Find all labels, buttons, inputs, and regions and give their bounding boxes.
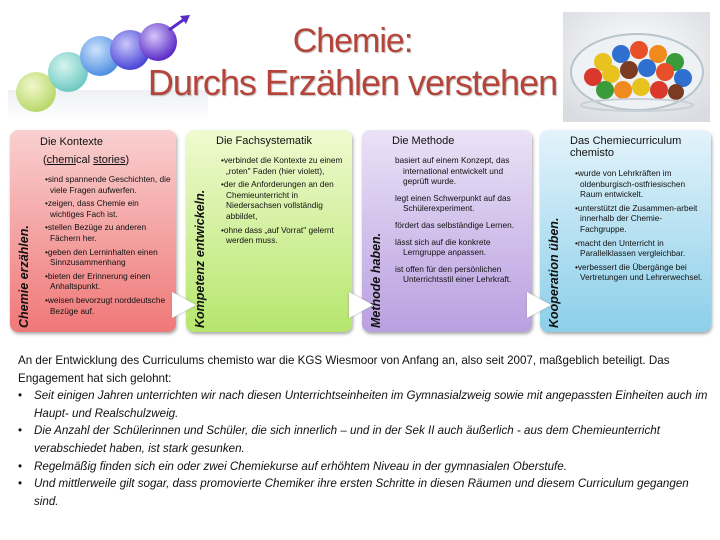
list-item: • Seit einigen Jahren unterrichten wir nach diesen Unterrichtseinheiten im Gymnasialzweig sowie mit angepassten Einheiten auch im Haupt- und Realschulzweig. xyxy=(18,387,708,422)
list-item: •der die Anforderungen an den Chemieunterricht in Niedersachsen vollständig abbildet, xyxy=(221,179,334,221)
panel-title: Die Fachsystematik xyxy=(216,135,312,147)
page-title xyxy=(130,20,575,104)
panel-items xyxy=(220,155,348,249)
list-item: •unterstützt die Zusammen-arbeit innerhalb der Chemie-Fachgruppe. xyxy=(575,202,698,234)
panel-title: Das Chemiecurriculum chemisto xyxy=(570,135,682,159)
chevron-right-icon xyxy=(527,292,551,318)
list-item: fördert das selbständige Lernen. xyxy=(395,219,515,230)
list-item: •ohne dass „auf Vorrat" gelernt werden muss. xyxy=(221,224,334,246)
list-item: •wurde von Lehrkräften im oldenburgisch-ostfriesischen Raum entwickelt. xyxy=(575,168,686,200)
list-item: •macht den Unterricht in Parallelklassen vergleichbar. xyxy=(575,237,686,259)
panel-side-label: Kompetenz entwickeln. xyxy=(193,189,207,328)
list-item: • Und mittlerweile gilt sogar, dass promovierte Chemiker ihre ersten Schritte in diesen Räumen und diesem Curriculum gegangen sind. xyxy=(18,475,708,510)
description xyxy=(18,352,708,510)
list-item: • Die Anzahl der Schülerinnen und Schüler, die sich innerlich – und in der Sek II auch äußerlich - aus dem Chemieunterricht verabschiedet haben, ist stark gesunken. xyxy=(18,422,708,457)
chevron-right-icon xyxy=(172,292,196,318)
title-line-1: Chemie: xyxy=(292,22,413,60)
list-item: •bieten der Erinnerung einen Anhaltspunkt. xyxy=(45,270,151,292)
panel-subtitle: (chemical stories) xyxy=(43,154,130,166)
list-item: •verbessert die Übergänge bei Vertretungen und Lehrerwechsel. xyxy=(575,261,703,283)
list-item: lässt sich auf die konkrete Lerngruppe anpassen. xyxy=(395,236,491,258)
panel-side-label: Kooperation üben. xyxy=(547,217,561,328)
list-item: •geben den Lerninhalten einen Sinnzusammenhang xyxy=(45,246,158,268)
list-item: •zeigen, dass Chemie ein wichtiges Fach ist. xyxy=(45,198,139,219)
panel-items xyxy=(574,168,707,286)
list-item: ist offen für den persönlichen Unterrichtsstil einer Lehrkraft. xyxy=(395,263,512,285)
panel-chemiecurriculum xyxy=(540,130,711,332)
candy-bowl-image xyxy=(563,12,710,122)
panel-items xyxy=(395,155,528,291)
panel-title: Die Methode xyxy=(392,135,455,147)
panel-title: Die Kontexte xyxy=(40,136,103,148)
list-item: •sind spannende Geschichten, die viele Fragen aufwerfen. xyxy=(45,174,171,195)
list-item: •weisen bevorzugt norddeutsche Bezüge auf. xyxy=(45,294,166,316)
chevron-right-icon xyxy=(349,292,373,318)
list-item: •verbindet die Kontexte zu einem „roten" Faden (hier violett), xyxy=(221,155,343,176)
panel-fachsystematik xyxy=(186,130,352,332)
panel-side-label: Methode haben. xyxy=(369,232,383,328)
panel-items xyxy=(44,174,172,319)
description-bullets xyxy=(18,387,708,510)
list-item: •stellen Bezüge zu anderen Fächern her. xyxy=(45,222,147,243)
list-item: legt einen Schwerpunkt auf das Schülerexperiment. xyxy=(395,192,511,214)
panel-methode xyxy=(362,130,532,332)
list-item: • Regelmäßig finden sich ein oder zwei Chemiekurse auf erhöhtem Niveau in der gymnasialen Oberstufe. xyxy=(18,458,708,476)
panel-side-label: Chemie erzählen. xyxy=(17,225,31,328)
list-item: basiert auf einem Konzept, das international entwickelt und geprüft wurde. xyxy=(395,155,510,187)
title-line-2: Durchs Erzählen verstehen xyxy=(147,62,558,103)
description-intro: An der Entwicklung des Curriculums chemisto war die KGS Wiesmoor von Anfang an, also seit 2007, maßgeblich beteiligt. Das Engagement hat sich gelohnt: xyxy=(18,354,670,385)
panel-kontexte xyxy=(10,130,176,332)
